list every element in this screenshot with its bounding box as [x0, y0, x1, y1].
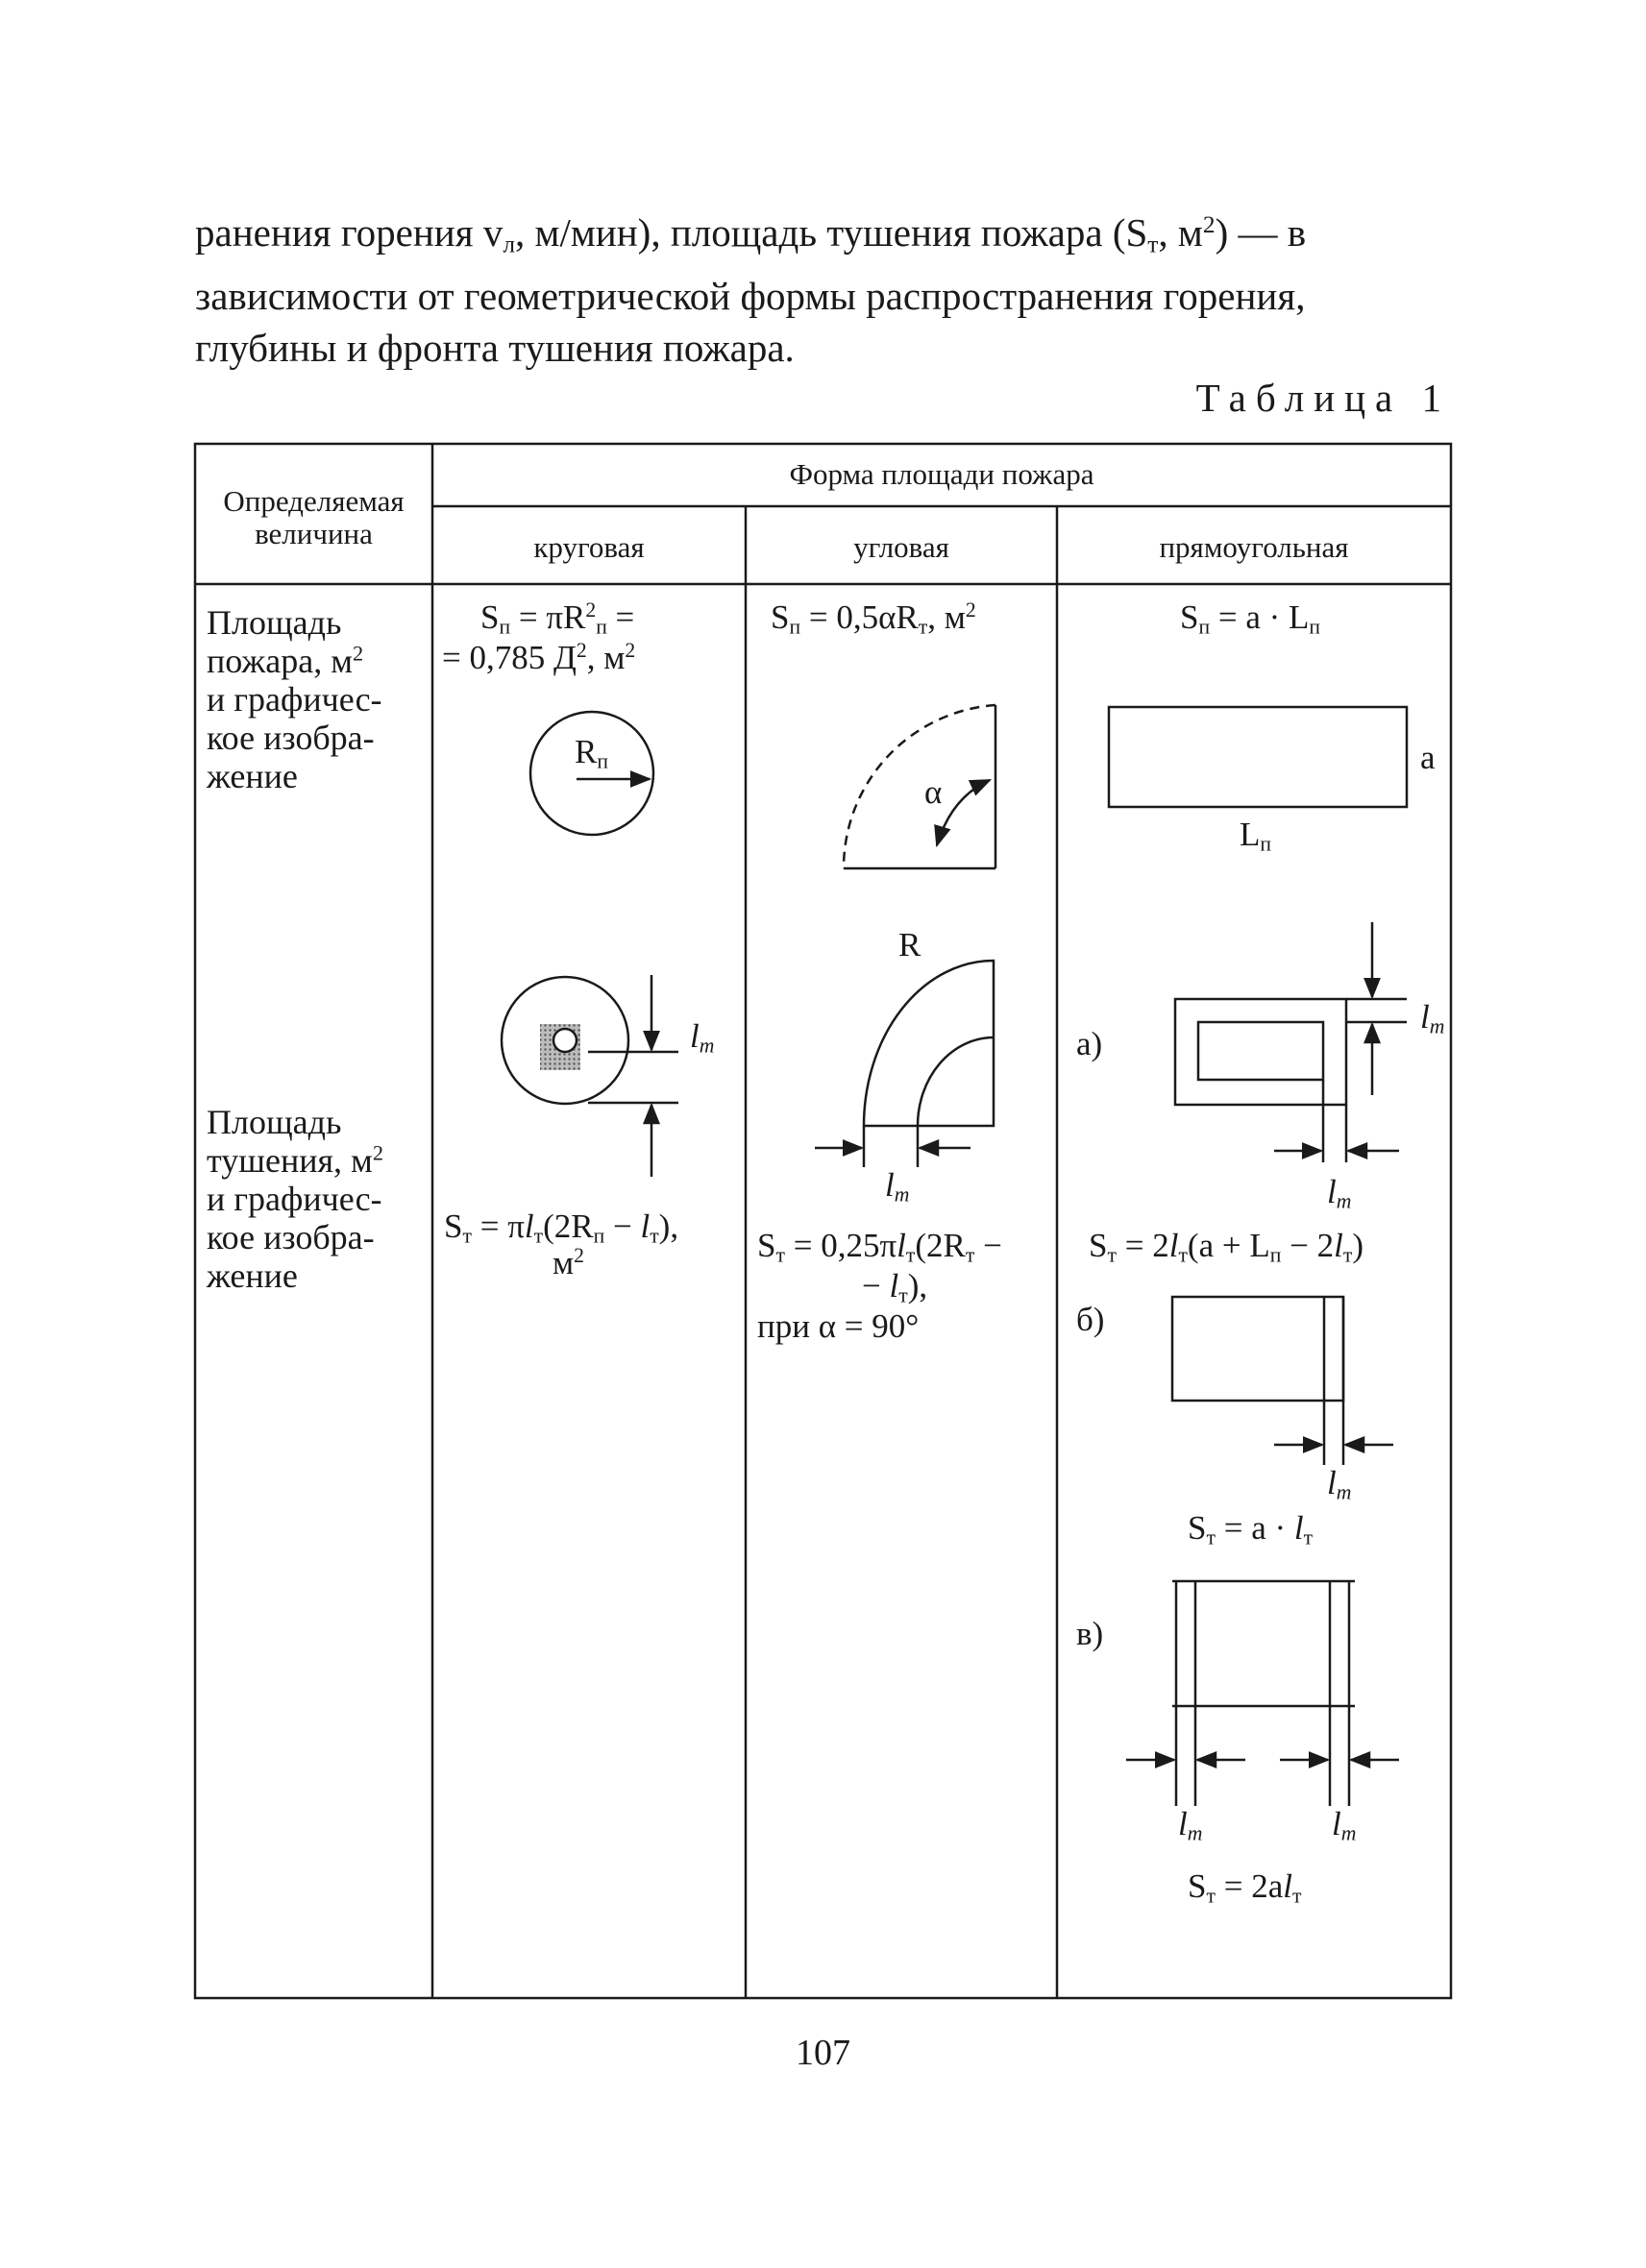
- formula-rect-ext-a: $S_т = 2l_т(a + L_п - 2l_т)$: [1089, 1227, 1363, 1267]
- label-depth-rect-c-left: $l_т$: [1178, 1805, 1203, 1845]
- formula-circ-fire-1: $S_п = \pi R^2_п$ =: [480, 598, 635, 639]
- formula-circ-fire-2: = 0,785 $Д^2$, $м^2$: [442, 639, 636, 676]
- page-number: 107: [796, 2033, 850, 2073]
- label-rect-length: $L_п$: [1240, 816, 1271, 856]
- label-circle-radius: $R_п$: [575, 733, 608, 773]
- variant-b-label: б): [1076, 1301, 1105, 1338]
- label-depth-rect-a: $l_т$: [1327, 1173, 1352, 1213]
- rect-ext-a-diagram: [1175, 922, 1407, 1162]
- variant-c-label: в): [1076, 1615, 1104, 1652]
- variant-a-label: а): [1076, 1025, 1103, 1062]
- circle-ext-diagram: [502, 975, 678, 1177]
- label-quarter-radius: R: [898, 926, 921, 963]
- formula-ang-fire: $S_п = 0,5\alpha R_т$, $м^2$: [771, 598, 976, 639]
- label-angle: α: [924, 773, 943, 811]
- header-form: Форма площади пожара: [789, 457, 1094, 491]
- intro-line-3: глубины и фронта тушения пожара.: [195, 326, 795, 371]
- header-angular: угловая: [853, 530, 949, 564]
- header-circular: круговая: [533, 530, 645, 564]
- label-depth-circle: $l_т$: [690, 1017, 715, 1058]
- angular-fire-diagram: [844, 705, 995, 868]
- formula-rect-ext-c: $S_т = 2al_т$: [1188, 1867, 1302, 1908]
- row-label-fire-area: Площадь пожара, $м^2$ и графичес- кое изобра- жение: [207, 603, 382, 795]
- rect-ext-b-diagram: [1172, 1297, 1393, 1465]
- table-caption: Таблица 1: [1195, 376, 1451, 420]
- formula-ang-ext-3: при α = 90°: [757, 1307, 920, 1345]
- formula-circ-ext-2: $м^2$: [553, 1244, 584, 1281]
- formula-rect-fire: $S_п = a \cdot L_п$: [1180, 598, 1320, 639]
- label-depth-rect-c-right: $l_т$: [1332, 1805, 1357, 1845]
- formula-ang-ext-2: − $l_т$),: [862, 1267, 928, 1307]
- formula-circ-ext-1: $S_т = \pi l_т(2R_п - l_т)$,: [444, 1207, 679, 1248]
- row-label-extinguish-area: Площадь тушения, $м^2$ и графичес- кое изобра- жение: [207, 1103, 383, 1295]
- label-depth-rect-b: $l_т$: [1327, 1464, 1352, 1504]
- rect-fire-diagram: [1109, 707, 1407, 807]
- formula-ang-ext-1: $S_т = 0,25\pi l_т(2R_т$ −: [757, 1227, 1002, 1267]
- label-depth-angular: $l_т$: [885, 1166, 910, 1207]
- label-rect-side: a: [1420, 739, 1436, 776]
- angular-ext-diagram: [815, 961, 994, 1167]
- intro-line-2: зависимости от геометрической формы распространения горения,: [195, 274, 1306, 319]
- label-depth-rect-a-side: $l_т$: [1420, 998, 1445, 1038]
- rect-ext-c-diagram: [1126, 1581, 1399, 1806]
- header-rectangular: прямоугольная: [1159, 530, 1349, 564]
- formula-rect-ext-b: $S_т = a \cdot l_т$: [1188, 1509, 1314, 1549]
- intro-line-1: ранения горения $v_л$, м/мин), площадь тушения пожара ($S_т$, $м^2$) — в: [195, 210, 1307, 258]
- header-quantity: Определяемая величина: [223, 484, 405, 550]
